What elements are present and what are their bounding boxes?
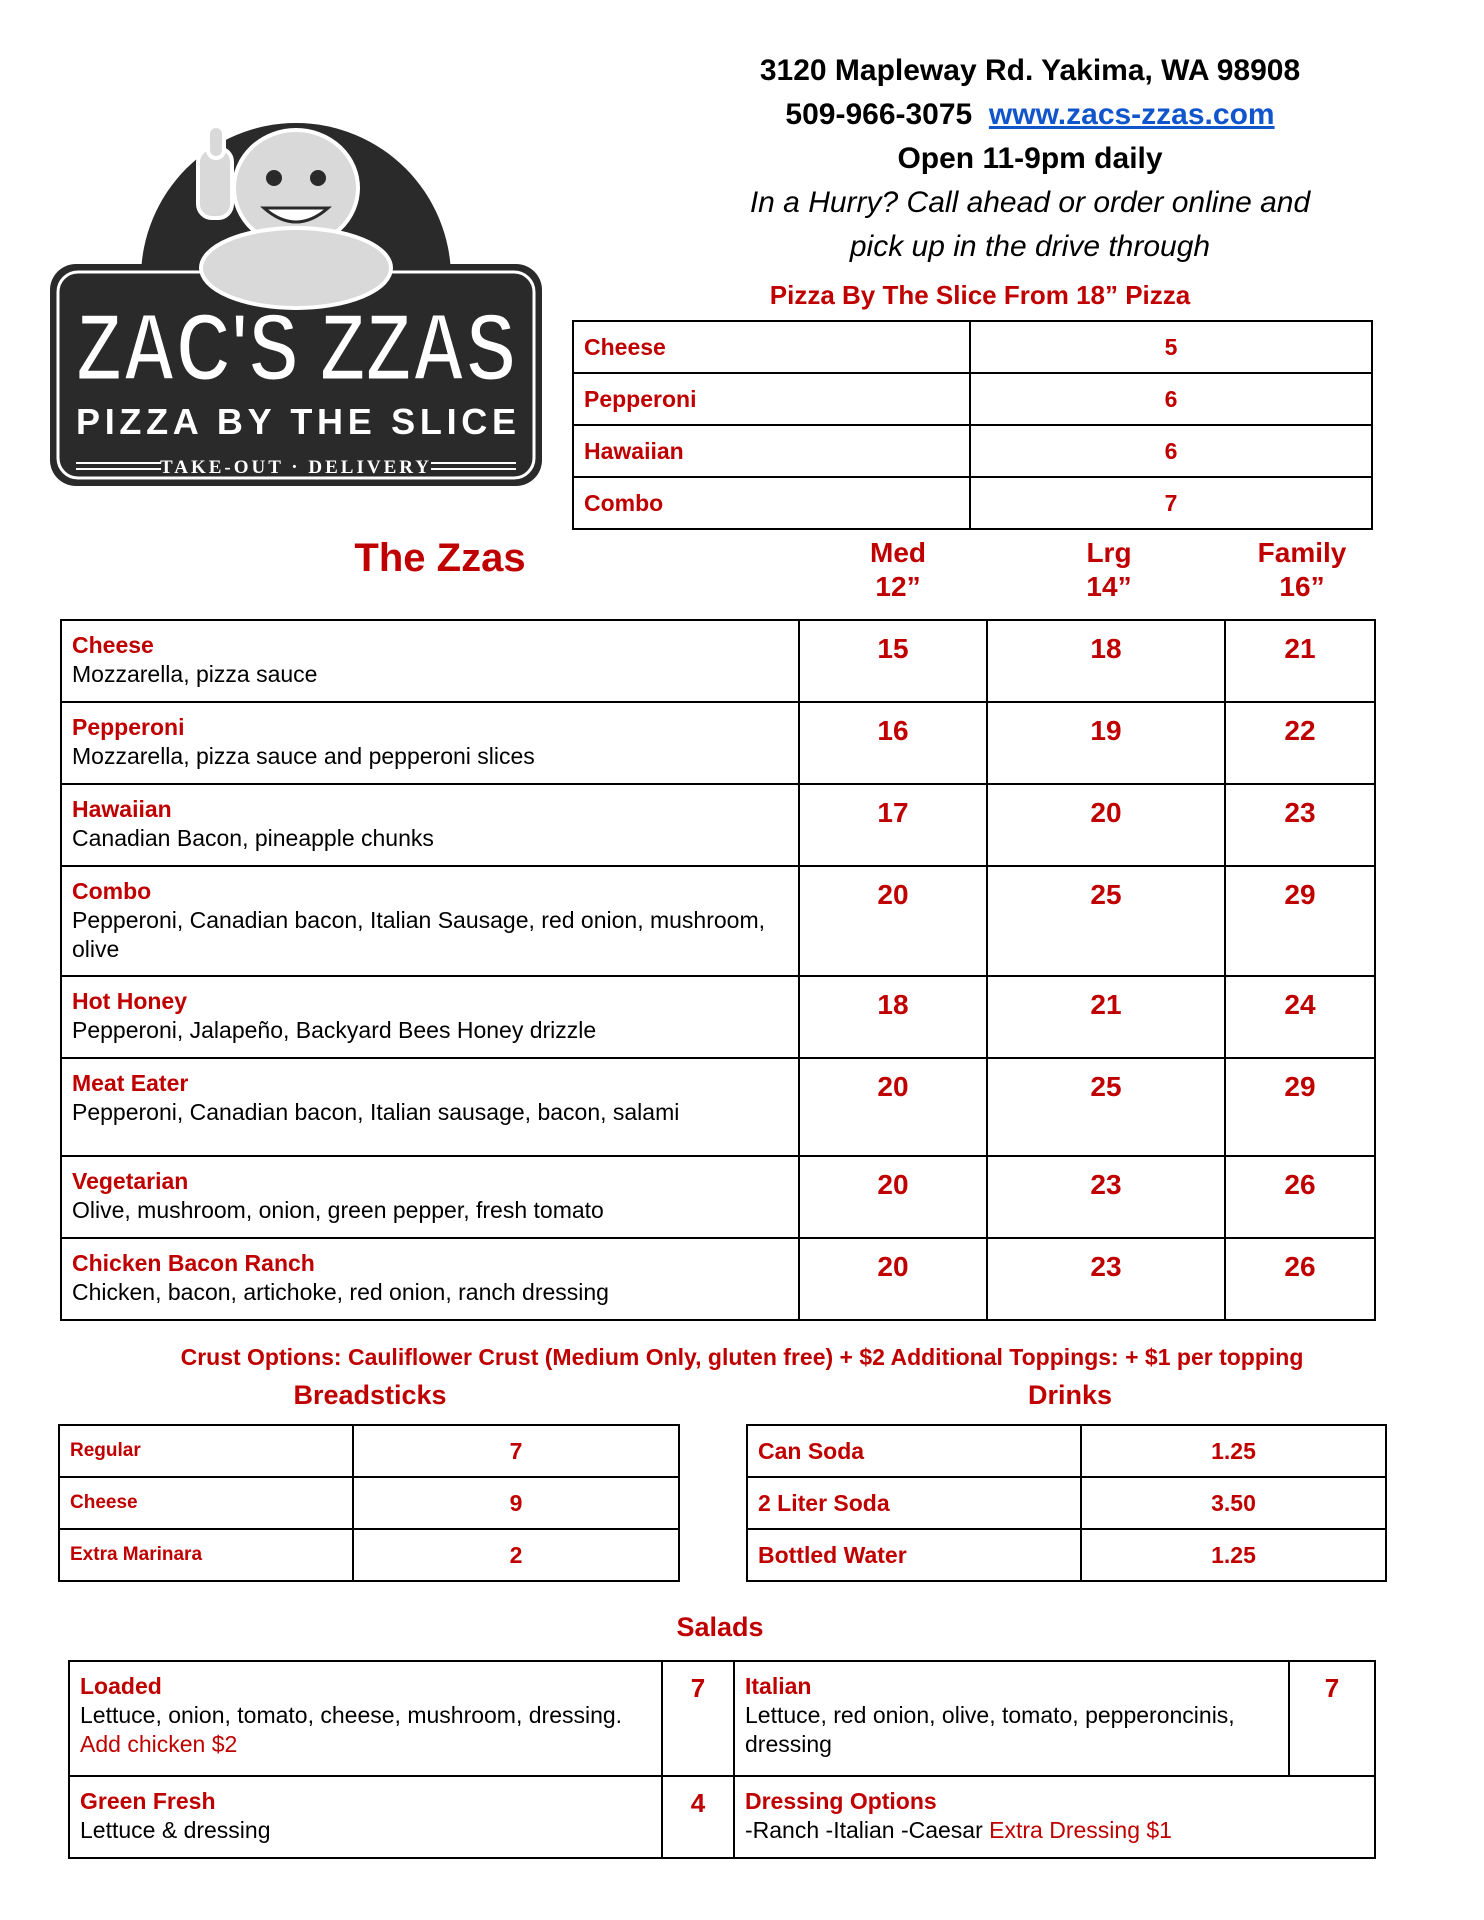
drink-price: 1.25 (1081, 1529, 1386, 1581)
drink-name: Can Soda (747, 1425, 1081, 1477)
salad-name: Italian (745, 1673, 812, 1699)
price-lrg: 18 (987, 620, 1225, 702)
size-name: Family (1257, 537, 1347, 568)
price-med: 18 (799, 976, 987, 1058)
price-family: 24 (1225, 976, 1375, 1058)
price-med: 20 (799, 866, 987, 976)
slice-name: Pepperoni (573, 373, 970, 425)
pizza-name: Pepperoni (72, 714, 185, 740)
price-lrg: 25 (987, 866, 1225, 976)
size-header-family (1227, 536, 1377, 604)
pizza-name: Meat Eater (72, 1070, 189, 1096)
pizza-cell (61, 1238, 799, 1320)
dressing-list: -Ranch -Italian -Caesar (745, 1817, 983, 1843)
crust-options-line: Crust Options: Cauliflower Crust (Medium Only, gluten free) + $2 Additional Toppings: + $1 per topping (180, 1344, 1304, 1370)
table-row (61, 620, 1375, 702)
price-med: 17 (799, 784, 987, 866)
table-row (61, 784, 1375, 866)
table-row (61, 866, 1375, 976)
price-lrg: 20 (987, 784, 1225, 866)
contact-line (700, 98, 1360, 132)
table-row (573, 373, 1372, 425)
salad-extra: Add chicken $2 (80, 1731, 238, 1757)
pizza-cell (61, 1156, 799, 1238)
table-row (747, 1477, 1386, 1529)
price-lrg: 21 (987, 976, 1225, 1058)
slice-price: 6 (970, 425, 1372, 477)
table-row (59, 1425, 679, 1477)
pizza-name: Cheese (72, 632, 154, 658)
pizza-name: Vegetarian (72, 1168, 189, 1194)
pizza-desc: Chicken, bacon, artichoke, red onion, ranch dressing (72, 1279, 609, 1305)
slice-price: 5 (970, 321, 1372, 373)
website-link[interactable]: www.zacs-zzas.com (988, 98, 1275, 131)
pizza-cell (61, 620, 799, 702)
slice-name: Combo (573, 477, 970, 529)
drink-name: 2 Liter Soda (747, 1477, 1081, 1529)
salads-title: Salads (676, 1612, 764, 1642)
salad-price: 7 (1289, 1661, 1375, 1776)
pizza-desc: Mozzarella, pizza sauce (72, 661, 318, 687)
logo-brand-text: ZAC'S ZZAS (76, 294, 516, 401)
size-inch: 14” (1086, 571, 1132, 602)
salad-cell (734, 1661, 1289, 1776)
breadstick-name: Extra Marinara (59, 1529, 353, 1581)
pizza-cell (61, 866, 799, 976)
salad-desc: Lettuce, red onion, olive, tomato, pepperoncinis, dressing (745, 1702, 1235, 1757)
pizza-desc: Pepperoni, Canadian bacon, Italian Sausage, red onion, mushroom, olive (72, 907, 766, 962)
table-row (747, 1425, 1386, 1477)
price-med: 16 (799, 702, 987, 784)
dressing-desc (745, 1816, 1364, 1845)
size-name: Med (870, 537, 926, 568)
pizza-name: Chicken Bacon Ranch (72, 1250, 315, 1276)
pizza-cell (61, 976, 799, 1058)
table-row (61, 1058, 1375, 1156)
table-row (747, 1529, 1386, 1581)
slice-price: 6 (970, 373, 1372, 425)
hurry-line-2: pick up in the drive through (849, 230, 1211, 263)
pizza-desc: Pepperoni, Canadian bacon, Italian sausage, bacon, salami (72, 1099, 680, 1125)
salads-table (68, 1660, 1376, 1859)
breadstick-price: 9 (353, 1477, 679, 1529)
slice-table (572, 320, 1373, 530)
drinks-table (746, 1424, 1387, 1582)
price-lrg: 25 (987, 1058, 1225, 1156)
price-med: 20 (799, 1156, 987, 1238)
price-family: 29 (1225, 866, 1375, 976)
salad-desc-text: Lettuce, onion, tomato, cheese, mushroom, dressing. (80, 1702, 623, 1728)
price-family: 21 (1225, 620, 1375, 702)
price-lrg: 23 (987, 1156, 1225, 1238)
size-name: Lrg (1086, 537, 1132, 568)
logo (46, 78, 546, 490)
price-family: 23 (1225, 784, 1375, 866)
price-med: 20 (799, 1238, 987, 1320)
dressing-cell (734, 1776, 1375, 1858)
price-family: 29 (1225, 1058, 1375, 1156)
pizza-cell (61, 784, 799, 866)
salad-desc: Lettuce & dressing (80, 1817, 271, 1843)
table-row (61, 1156, 1375, 1238)
pizza-cell (61, 702, 799, 784)
table-row (573, 477, 1372, 529)
salad-cell (69, 1776, 662, 1858)
pizza-desc: Canadian Bacon, pineapple chunks (72, 825, 434, 851)
pizza-name: Hawaiian (72, 796, 172, 822)
drink-price: 3.50 (1081, 1477, 1386, 1529)
breadsticks-table (58, 1424, 680, 1582)
price-family: 22 (1225, 702, 1375, 784)
zzas-title: The Zzas (354, 536, 526, 580)
price-family: 26 (1225, 1238, 1375, 1320)
table-row (69, 1661, 1375, 1776)
price-med: 15 (799, 620, 987, 702)
salad-desc (80, 1701, 651, 1759)
drink-price: 1.25 (1081, 1425, 1386, 1477)
logo-graphic (46, 78, 546, 490)
hours: Open 11-9pm daily (897, 142, 1163, 175)
pizza-desc: Mozzarella, pizza sauce and pepperoni slices (72, 743, 535, 769)
table-row (61, 976, 1375, 1058)
price-med: 20 (799, 1058, 987, 1156)
size-inch: 12” (875, 571, 921, 602)
slice-price: 7 (970, 477, 1372, 529)
pizza-name: Combo (72, 878, 152, 904)
salad-price: 4 (662, 1776, 734, 1858)
table-row (59, 1477, 679, 1529)
pizza-desc: Pepperoni, Jalapeño, Backyard Bees Honey drizzle (72, 1017, 597, 1043)
salad-price: 7 (662, 1661, 734, 1776)
pizza-desc: Olive, mushroom, onion, green pepper, fresh tomato (72, 1197, 604, 1223)
breadsticks-title: Breadsticks (293, 1380, 447, 1410)
breadstick-name: Regular (59, 1425, 353, 1477)
breadstick-price: 7 (353, 1425, 679, 1477)
price-family: 26 (1225, 1156, 1375, 1238)
table-row (573, 321, 1372, 373)
table-row (69, 1776, 1375, 1858)
pizza-cell (61, 1058, 799, 1156)
phone: 509-966-3075 (785, 98, 973, 131)
slice-name: Cheese (573, 321, 970, 373)
slice-title: Pizza By The Slice From 18” Pizza (769, 280, 1191, 310)
drinks-title: Drinks (1027, 1380, 1113, 1410)
price-lrg: 23 (987, 1238, 1225, 1320)
size-header-lrg (991, 536, 1227, 604)
logo-subline: TAKE-OUT · DELIVERY (159, 457, 433, 478)
logo-tagline: PIZZA BY THE SLICE (76, 401, 516, 442)
drink-name: Bottled Water (747, 1529, 1081, 1581)
salad-name: Green Fresh (80, 1788, 216, 1814)
hurry-line-1: In a Hurry? Call ahead or order online and (749, 186, 1311, 219)
pizza-name: Hot Honey (72, 988, 187, 1014)
table-row (573, 425, 1372, 477)
table-row (61, 702, 1375, 784)
salad-name: Loaded (80, 1673, 162, 1699)
dressing-extra: Extra Dressing $1 (989, 1817, 1172, 1843)
breadstick-price: 2 (353, 1529, 679, 1581)
table-row (61, 1238, 1375, 1320)
size-header-med (805, 536, 991, 604)
slice-name: Hawaiian (573, 425, 970, 477)
address: 3120 Mapleway Rd. Yakima, WA 98908 (759, 54, 1301, 87)
price-lrg: 19 (987, 702, 1225, 784)
zzas-table (60, 619, 1376, 1321)
dressing-title: Dressing Options (745, 1788, 937, 1814)
breadstick-name: Cheese (59, 1477, 353, 1529)
table-row (59, 1529, 679, 1581)
salad-cell (69, 1661, 662, 1776)
size-inch: 16” (1279, 571, 1325, 602)
